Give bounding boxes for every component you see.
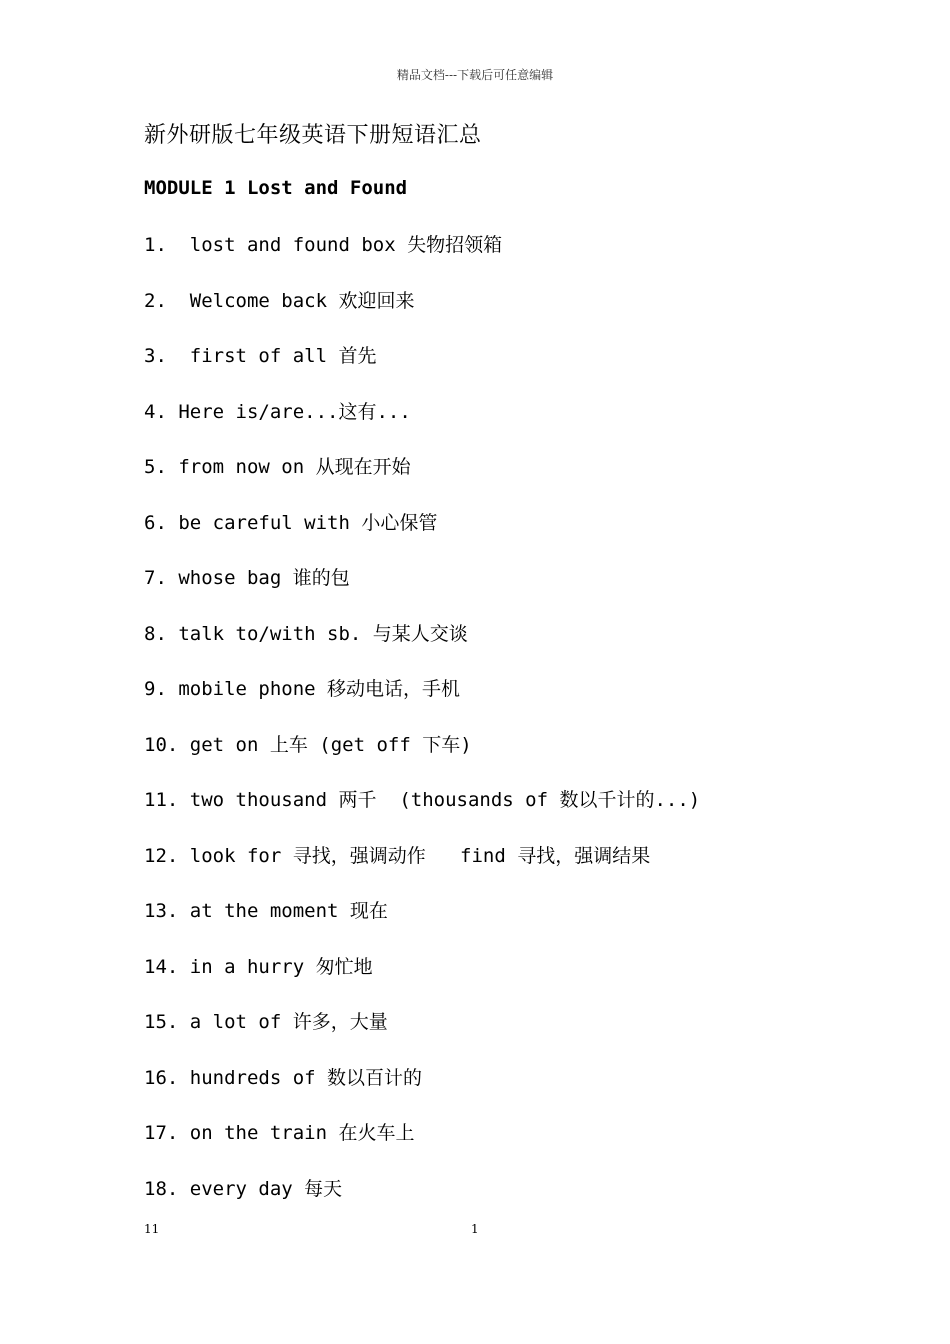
phrase-item-11: 11. two thousand 两千 (thousands of 数以千计的...) <box>144 789 701 811</box>
phrase-item-10: 10. get on 上车 (get off 下车) <box>144 733 472 756</box>
phrase-item-13: 13. at the moment 现在 <box>144 900 388 922</box>
footer-page-number: 1 <box>471 1222 479 1236</box>
phrase-item-18: 18. every day 每天 <box>144 1177 343 1200</box>
phrase-item-4: 4. Here is/are...这有... <box>144 400 411 423</box>
phrase-item-3: 3. first of all 首先 <box>144 345 377 367</box>
phrase-item-1: 1. lost and found box 失物招领箱 <box>144 234 503 256</box>
phrase-item-2: 2. Welcome back 欢迎回来 <box>144 289 415 312</box>
phrase-list <box>144 230 700 1229</box>
phrase-item-8: 8. talk to/with sb. 与某人交谈 <box>144 622 468 645</box>
phrase-item-15: 15. a lot of 许多，大量 <box>144 1011 388 1033</box>
phrase-item-14: 14. in a hurry 匆忙地 <box>144 955 373 978</box>
document-title: 新外研版七年级英语下册短语汇总 <box>144 123 482 148</box>
phrase-item-6: 6. be careful with 小心保管 <box>144 511 438 534</box>
phrase-item-16: 16. hundreds of 数以百计的 <box>144 1066 423 1089</box>
phrase-item-7: 7. whose bag 谁的包 <box>144 567 350 589</box>
phrase-item-5: 5. from now on 从现在开始 <box>144 456 411 478</box>
phrase-item-12: 12. look for 寻找，强调动作 find 寻找，强调结果 <box>144 844 651 867</box>
module-heading: MODULE 1 Lost and Found <box>144 177 408 199</box>
phrase-item-9: 9. mobile phone 移动电话，手机 <box>144 678 461 700</box>
footer-left-number: 11 <box>144 1222 160 1236</box>
phrase-item-17: 17. on the train 在火车上 <box>144 1122 415 1144</box>
page-header-watermark: 精品文档---下载后可任意编辑 <box>396 68 554 82</box>
